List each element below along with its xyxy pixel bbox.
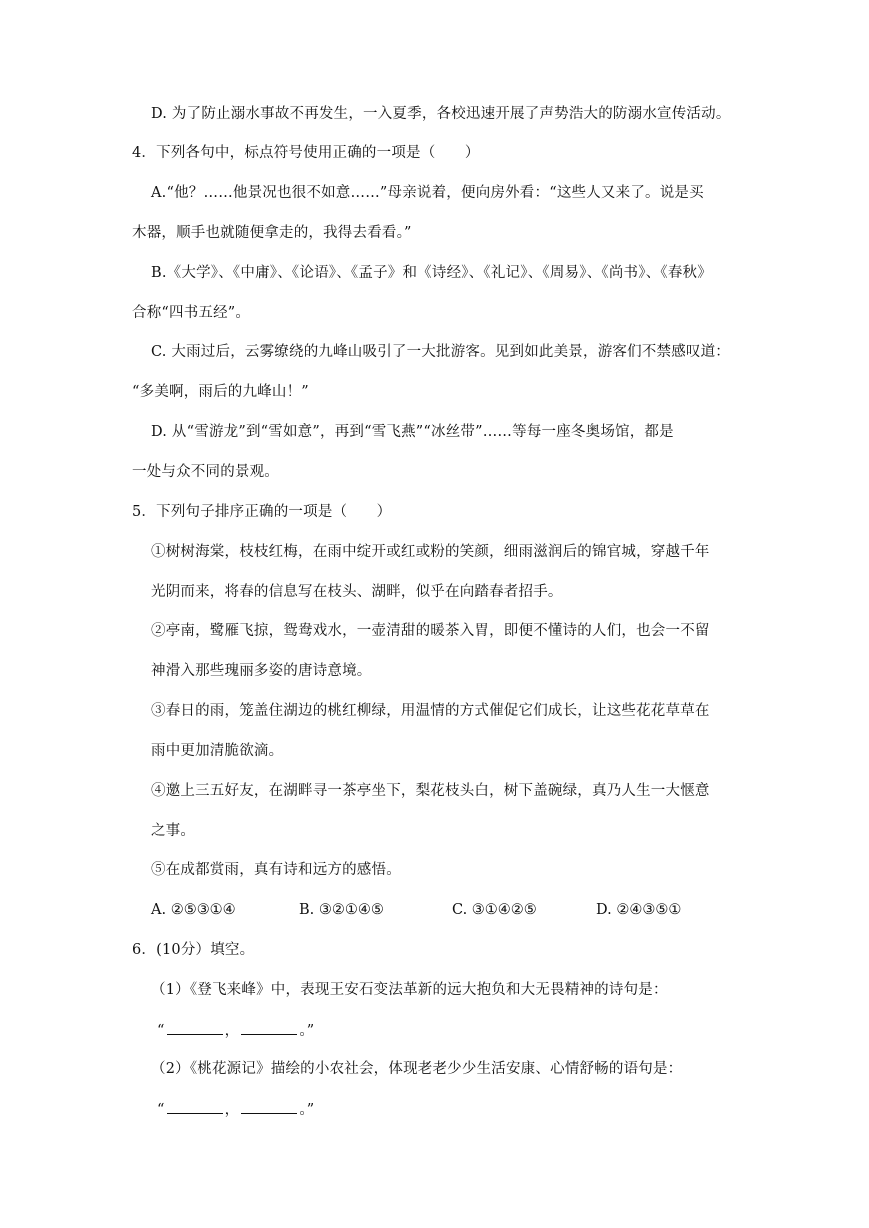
q4-stem: 4．下列各句中，标点符号使用正确的一项是（ ） — [132, 145, 480, 161]
q4-option-c-line1: C. 大雨过后，云雾缭绕的九峰山吸引了一大批游客。见到如此美景，游客们不禁感叹道： — [151, 344, 730, 360]
q5-sentence-4-line1: ④邀上三五好友，在湖畔寻一茶亭坐下，梨花枝头白，树下盖碗绿，真乃人生一大惬意 — [151, 783, 710, 799]
q5-sentence-2-line1: ②亭南，鹭雁飞掠，鸳鸯戏水，一壶清甜的暖茶入胃，即便不懂诗的人们，也会一不留 — [151, 623, 710, 639]
q6-stem: 6．(10分）填空。 — [132, 942, 255, 958]
answer-blank[interactable] — [241, 1020, 297, 1035]
q5-sentence-5: ⑤在成都赏雨，真有诗和远方的感悟。 — [151, 862, 401, 878]
q6-sub1-prompt: （1）《登飞来峰》中，表现王安石变法革新的远大抱负和大无畏精神的诗句是： — [151, 982, 668, 998]
q5-sentence-3-line1: ③春日的雨，笼盖住湖边的桃红柳绿，用温情的方式催促它们成长，让这些花花草草在 — [151, 703, 710, 719]
comma: ， — [224, 1102, 240, 1118]
open-quote: “ — [157, 1102, 165, 1118]
q5-sentence-3-line2: 雨中更加清脆欲滴。 — [151, 743, 284, 759]
q4-option-b-line1: B.《大学》、《中庸》、《论语》、《孟子》和《诗经》、《礼记》、《周易》、《尚书》、《春秋》 — [151, 265, 712, 281]
q4-option-d-line1: D. 从“雪游龙”到“雪如意”，再到“雪飞燕”“冰丝带”……等每一座冬奥场馆，都是 — [151, 424, 674, 440]
q3-option-d: D. 为了防止溺水事故不再发生，一入夏季，各校迅速开展了声势浩大的防溺水宣传活动。 — [151, 106, 731, 122]
comma: ， — [224, 1023, 240, 1039]
q4-option-a-line1: A.“他？……他景况也很不如意……”母亲说着，便向房外看：“这些人又来了。说是买 — [151, 185, 704, 201]
answer-blank[interactable] — [167, 1099, 223, 1114]
close-quote: 。” — [299, 1023, 315, 1039]
q5-option-b: B. ③②①④⑤ — [299, 902, 384, 918]
q5-option-a: A. ②⑤③①④ — [151, 902, 236, 918]
q4-option-c-line2: “多美啊，雨后的九峰山！” — [132, 384, 309, 400]
q5-stem: 5．下列句子排序正确的一项是（ ） — [132, 504, 392, 520]
q5-sentence-2-line2: 神滑入那些瑰丽多姿的唐诗意境。 — [151, 663, 372, 679]
q5-sentence-1-line1: ①树树海棠，枝枝红梅，在雨中绽开或红或粉的笑颜，细雨滋润后的锦官城，穿越千年 — [151, 544, 710, 560]
close-quote: 。” — [299, 1102, 315, 1118]
q6-sub2-prompt: （2）《桃花源记》描绘的小农社会，体现老老少少生活安康、心情舒畅的语句是： — [151, 1061, 683, 1077]
q5-option-d: D. ②④③⑤① — [596, 902, 682, 918]
q4-option-d-line2: 一处与众不同的景观。 — [132, 464, 279, 480]
q4-option-a-line2: 木器，顺手也就随便拿走的，我得去看看。” — [132, 225, 412, 241]
q4-option-b-line2: 合称“四书五经”。 — [132, 305, 251, 321]
q6-sub1-answer-line — [157, 1020, 314, 1041]
open-quote: “ — [157, 1023, 165, 1039]
q5-option-c: C. ③①④②⑤ — [452, 902, 537, 918]
answer-blank[interactable] — [241, 1099, 297, 1114]
q5-sentence-1-line2: 光阴而来，将春的信息写在枝头、湖畔，似乎在向踏春者招手。 — [151, 584, 563, 600]
q5-sentence-4-line2: 之事。 — [151, 823, 196, 839]
q6-sub2-answer-line — [157, 1099, 314, 1120]
answer-blank[interactable] — [167, 1020, 223, 1035]
